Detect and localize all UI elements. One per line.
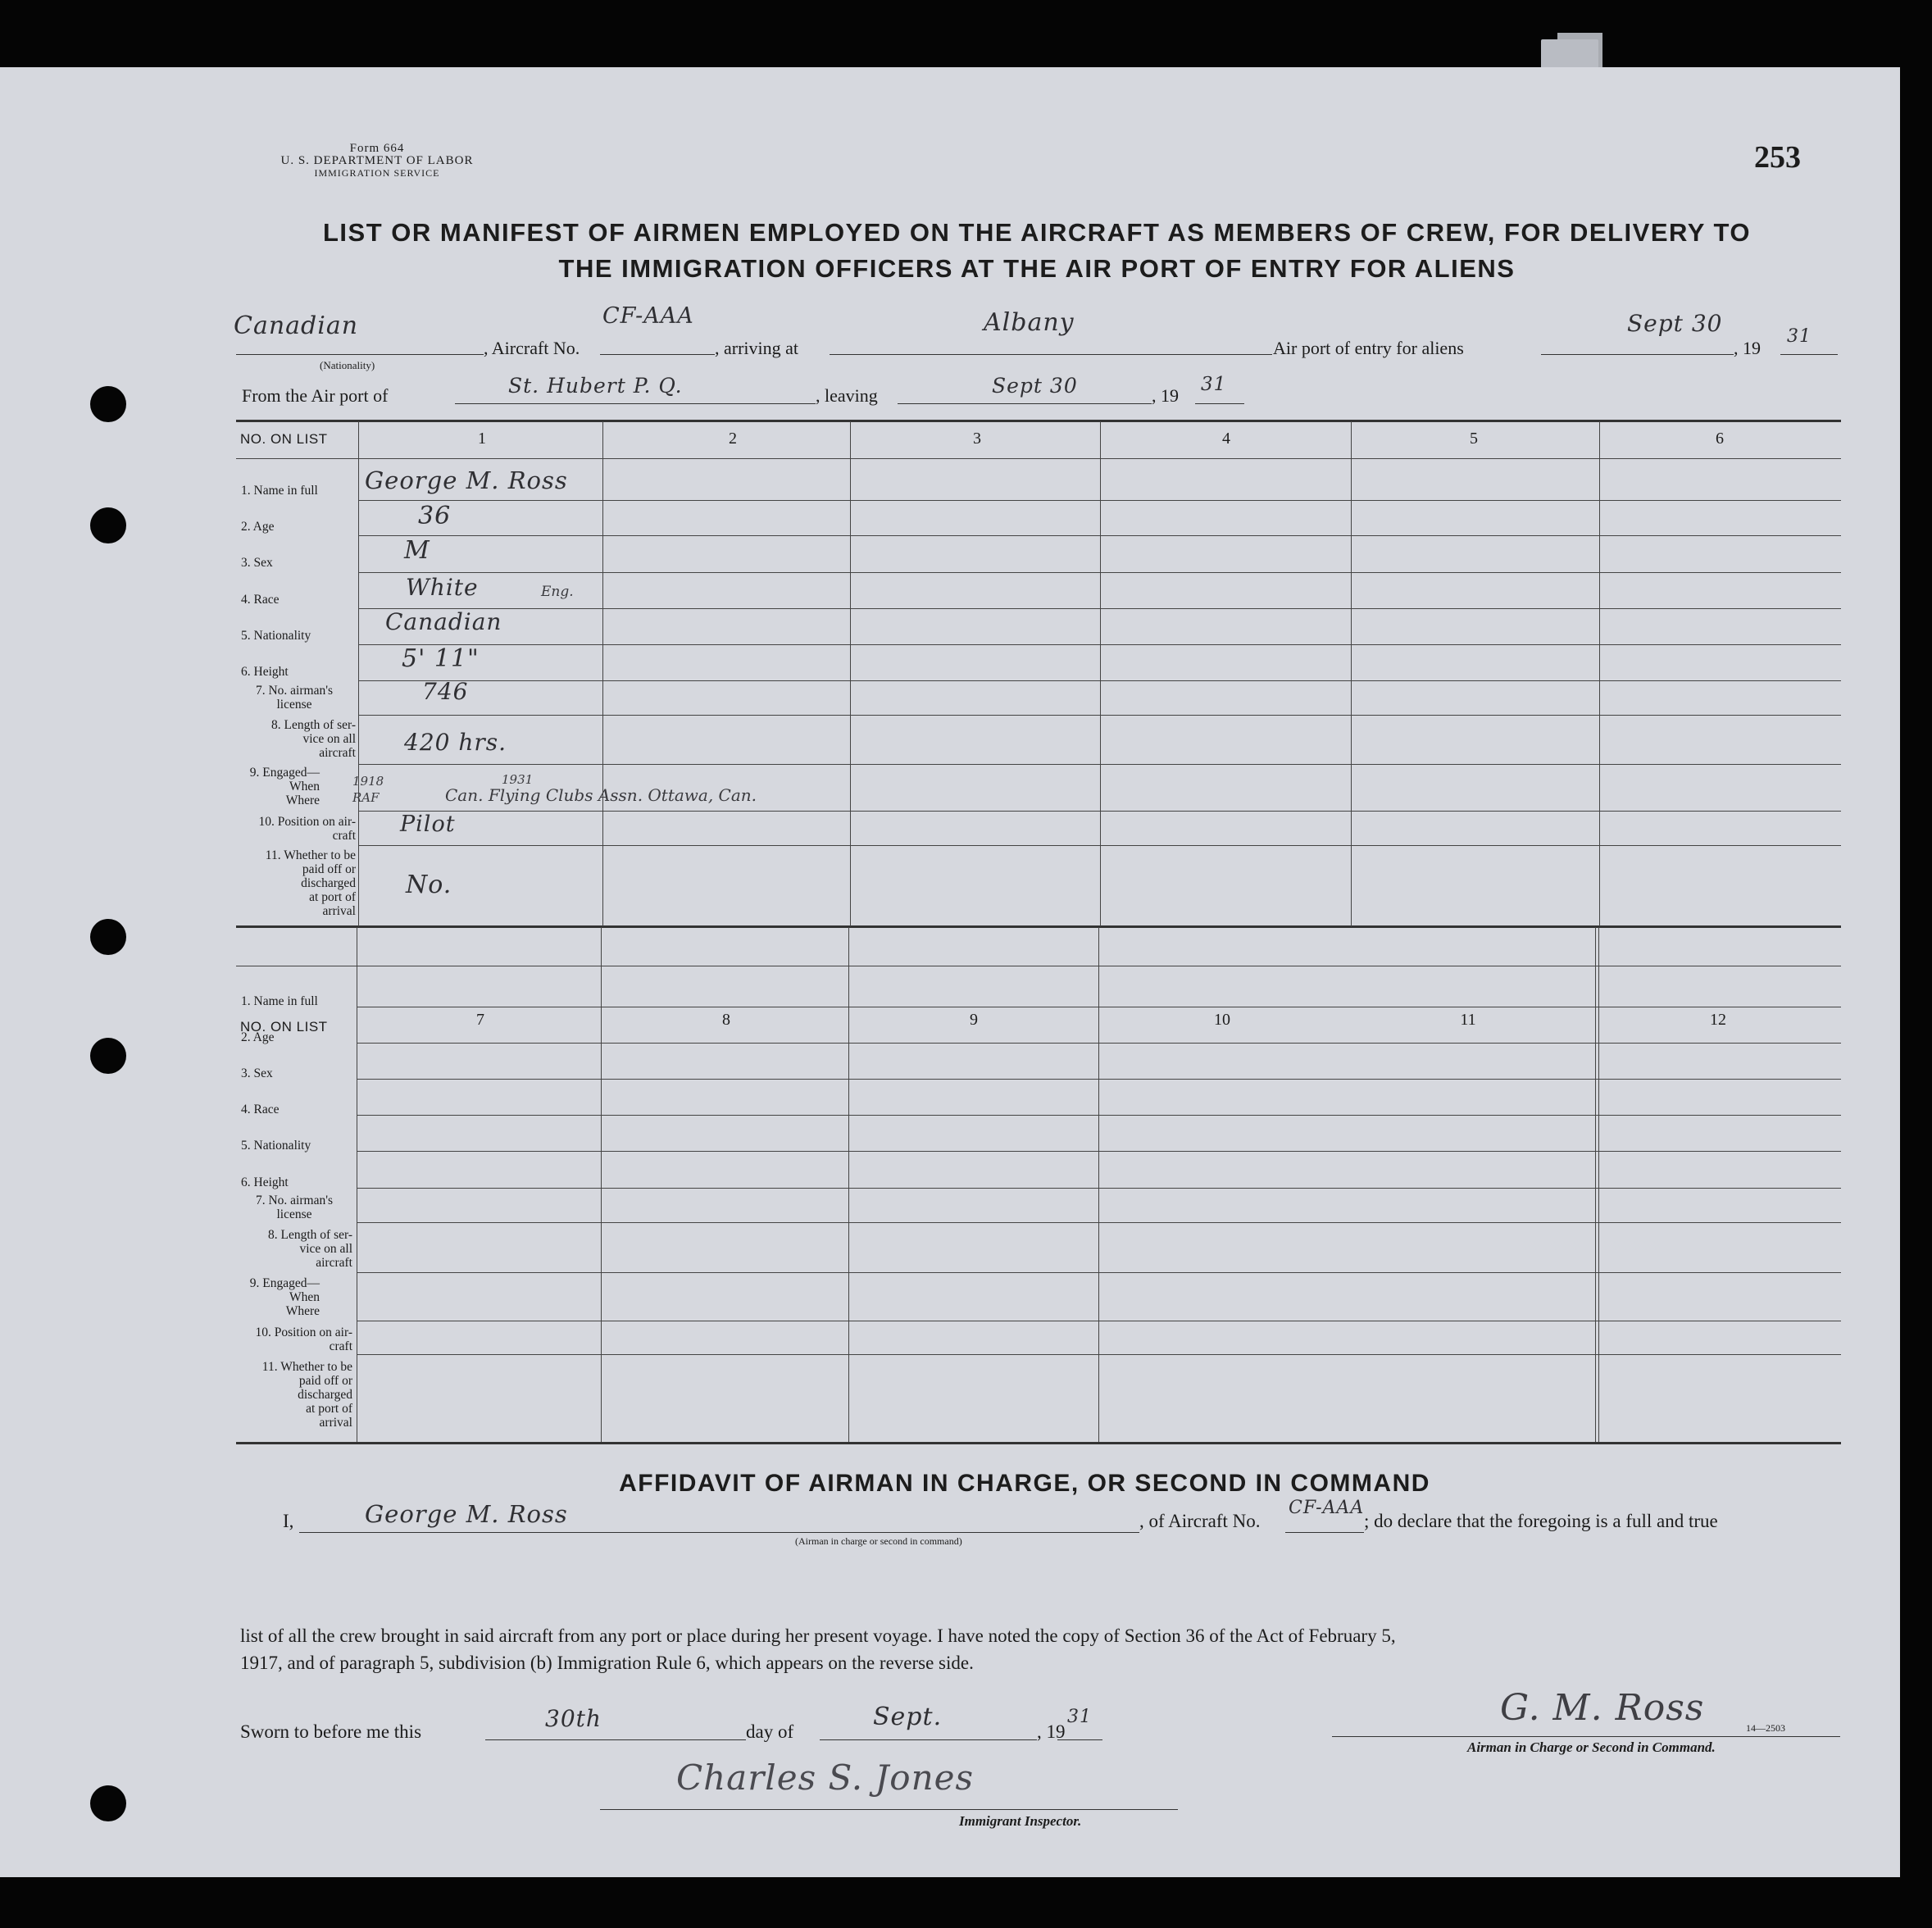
entry-discharged: No.	[406, 871, 452, 899]
leaving-year-line	[1195, 403, 1244, 404]
affidavit-airman-line	[299, 1532, 1139, 1533]
column-divider	[358, 421, 359, 926]
leaving-value: Sept 30	[992, 374, 1078, 398]
row-label-age: 2. Age	[241, 1030, 275, 1044]
row-label-license: 7. No. airman's license	[255, 684, 334, 712]
row-label-name: 1. Name in full	[241, 484, 318, 498]
inspector-signature-line	[600, 1809, 1178, 1810]
sworn-day-line	[485, 1739, 746, 1740]
punch-hole	[90, 386, 126, 422]
row-label-height: 6. Height	[241, 1175, 289, 1189]
affidavit-title: AFFIDAVIT OF AIRMAN IN CHARGE, OR SECOND IN COMMAND	[619, 1470, 1430, 1497]
airman-signature-line	[1332, 1736, 1840, 1737]
punch-hole	[90, 1785, 126, 1821]
punch-hole	[90, 919, 126, 955]
leaving-label: , leaving	[816, 385, 878, 406]
punch-hole	[90, 1038, 126, 1074]
leaving-year-prefix: , 19	[1152, 385, 1179, 406]
from-line	[455, 403, 816, 404]
affidavit-aircraft-value: CF-AAA	[1289, 1498, 1365, 1518]
column-divider	[602, 421, 603, 926]
arriving-value: Albany	[984, 308, 1075, 337]
sworn-year-prefix: , 19	[1037, 1721, 1066, 1742]
row-label-license: 7. No. airman's license	[255, 1194, 334, 1221]
row-rule	[358, 680, 1841, 681]
row-label-discharged: 11. Whether to be paid off or discharged at port of arrival	[265, 848, 356, 918]
sworn-day-value: 30th	[545, 1705, 602, 1732]
column-divider	[850, 421, 851, 926]
column-divider	[1351, 421, 1352, 926]
aircraft-value: CF-AAA	[602, 303, 694, 329]
column-number: 12	[1710, 1011, 1726, 1029]
row-rule	[357, 1272, 1841, 1273]
entry-engaged-where-2: Can. Flying Clubs Assn. Ottawa, Can.	[445, 785, 757, 805]
inspector-caption: Immigrant Inspector.	[959, 1813, 1082, 1829]
row-label-discharged: 11. Whether to be paid off or discharged at port of arrival	[261, 1360, 352, 1430]
entry-year-prefix: , 19	[1734, 338, 1761, 358]
entry-service: 420 hrs.	[404, 729, 507, 756]
form-number: Form 664	[349, 142, 405, 155]
row-rule	[357, 1151, 1841, 1152]
column-divider	[601, 927, 602, 1442]
entry-nationality: Canadian	[385, 608, 502, 635]
column-number: 6	[1716, 430, 1724, 448]
airman-signature-caption: Airman in Charge or Second in Command.	[1467, 1739, 1716, 1755]
row-rule	[357, 1079, 1841, 1080]
column-number: 9	[970, 1011, 978, 1029]
leaving-year-value: 31	[1201, 374, 1227, 395]
department-name: U. S. DEPARTMENT OF LABOR	[280, 154, 474, 167]
leaving-line	[898, 403, 1152, 404]
affidavit-aircraft-label: , of Aircraft No.	[1139, 1511, 1261, 1531]
row-rule	[358, 535, 1841, 536]
inspector-signature: Charles S. Jones	[676, 1757, 975, 1798]
sworn-label: Sworn to before me this	[240, 1721, 422, 1742]
nationality-caption: (Nationality)	[320, 359, 375, 371]
from-label: From the Air port of	[242, 385, 389, 406]
row-rule	[358, 764, 1841, 765]
entry-race: White	[406, 574, 479, 601]
row-label-nationality: 5. Nationality	[241, 629, 311, 643]
row-label-height: 6. Height	[241, 665, 289, 679]
affidavit-i-label: I,	[283, 1511, 294, 1531]
section-rule	[236, 925, 1841, 928]
column-divider	[1599, 421, 1600, 926]
aircraft-label: , Aircraft No.	[484, 338, 580, 358]
entry-name: George M. Ross	[365, 466, 568, 494]
row-label-engaged: 9. Engaged— When Where	[249, 766, 320, 807]
entry-engaged-where-1: RAF	[352, 790, 380, 805]
row-label-nationality: 5. Nationality	[241, 1139, 311, 1153]
sworn-year-value: 31	[1067, 1707, 1092, 1727]
entry-year-value: 31	[1787, 326, 1812, 347]
entry-date-line	[1541, 354, 1734, 355]
row-label-sex: 3. Sex	[241, 1066, 273, 1080]
column-number: 3	[973, 430, 981, 448]
page-number: 253	[1754, 140, 1801, 175]
entry-position: Pilot	[400, 812, 456, 837]
column-divider	[848, 927, 849, 1442]
row-rule	[357, 1222, 1841, 1223]
row-rule	[358, 715, 1841, 716]
entry-license: 746	[422, 678, 469, 705]
column-number: 8	[722, 1011, 730, 1029]
column-divider	[1098, 927, 1099, 1442]
entry-engaged-when-1: 1918	[352, 774, 384, 789]
column-number: 11	[1460, 1011, 1476, 1029]
row-rule	[358, 644, 1841, 645]
affidavit-line-3: 1917, and of paragraph 5, subdivision (b) Immigration Rule 6, which appears on the reverse side.	[240, 1653, 974, 1673]
row-rule	[358, 500, 1841, 501]
aircraft-line	[600, 354, 715, 355]
no-on-list-label: NO. ON LIST	[240, 1019, 328, 1034]
manifest-page	[0, 67, 1900, 1877]
row-rule	[358, 845, 1841, 846]
row-label-engaged: 9. Engaged— When Where	[249, 1276, 320, 1318]
entry-label: Air port of entry for aliens	[1273, 338, 1464, 358]
column-number: 2	[729, 430, 737, 448]
entry-date-value: Sept 30	[1627, 310, 1723, 337]
row-rule	[358, 811, 1841, 812]
affidavit-airman-value: George M. Ross	[365, 1500, 568, 1528]
column-number: 7	[476, 1011, 484, 1029]
sworn-year-line	[1057, 1739, 1102, 1740]
column-number: 10	[1214, 1011, 1230, 1029]
affidavit-airman-caption: (Airman in charge or second in command)	[795, 1535, 962, 1547]
row-rule	[357, 1043, 1841, 1044]
arriving-line	[830, 354, 1272, 355]
table-bottom-border	[236, 1442, 1841, 1444]
column-number: 1	[478, 430, 486, 448]
row-rule	[358, 572, 1841, 573]
row-rule	[357, 1354, 1841, 1355]
row-rule	[357, 1115, 1841, 1116]
sworn-month-line	[820, 1739, 1037, 1740]
service-name: IMMIGRATION SERVICE	[314, 167, 440, 179]
sworn-month-value: Sept.	[873, 1703, 943, 1731]
entry-sex: M	[404, 536, 430, 565]
column-divider	[1100, 421, 1101, 926]
title-line-2: THE IMMIGRATION OFFICERS AT THE AIR PORT OF ENTRY FOR ALIENS	[558, 254, 1516, 283]
row-rule	[357, 1188, 1841, 1189]
from-value: St. Hubert P. Q.	[508, 374, 683, 398]
airman-signature: G. M. Ross	[1500, 1687, 1705, 1729]
table-top-border	[236, 420, 1841, 422]
row-label-sex: 3. Sex	[241, 556, 273, 570]
row-label-race: 4. Race	[241, 1103, 280, 1116]
entry-year-line	[1780, 354, 1838, 355]
row-label-service: 8. Length of ser- vice on all aircraft	[268, 1228, 352, 1270]
row-label-service: 8. Length of ser- vice on all aircraft	[271, 718, 356, 760]
row-label-age: 2. Age	[241, 520, 275, 534]
day-of-label: day of	[746, 1721, 794, 1742]
column-number: 5	[1470, 430, 1478, 448]
entry-race-note: Eng.	[541, 584, 574, 600]
column-divider	[1595, 927, 1596, 1442]
row-label-position: 10. Position on air- craft	[255, 1326, 352, 1353]
title-line-1: LIST OR MANIFEST OF AIRMEN EMPLOYED ON THE AIRCRAFT AS MEMBERS OF CREW, FOR DELIVERY TO	[323, 218, 1751, 247]
no-on-list-label: NO. ON LIST	[240, 431, 328, 447]
arriving-label: , arriving at	[715, 338, 799, 358]
entry-age: 36	[418, 502, 452, 530]
column-number: 4	[1222, 430, 1230, 448]
punch-hole	[90, 507, 126, 543]
form-identifier	[230, 143, 525, 180]
print-code: 14—2503	[1746, 1722, 1785, 1734]
entry-height: 5' 11"	[402, 644, 480, 673]
affidavit-aircraft-line	[1285, 1532, 1364, 1533]
row-label-name: 1. Name in full	[241, 994, 318, 1008]
header-rule	[236, 458, 1841, 459]
nationality-value: Canadian	[234, 311, 359, 340]
page-title	[238, 215, 1836, 287]
affidavit-declare-text: ; do declare that the foregoing is a full and true	[1364, 1511, 1718, 1531]
column-divider	[1598, 927, 1599, 1442]
row-label-position: 10. Position on air- craft	[258, 815, 356, 843]
nationality-line	[236, 354, 484, 355]
affidavit-line-2: list of all the crew brought in said aircraft from any port or place during her present voyage. I have noted the copy of Section 36 of the Act of February 5,	[240, 1626, 1396, 1646]
row-rule	[358, 608, 1841, 609]
row-label-race: 4. Race	[241, 593, 280, 607]
entry-engaged-when-2: 1931	[502, 772, 534, 787]
